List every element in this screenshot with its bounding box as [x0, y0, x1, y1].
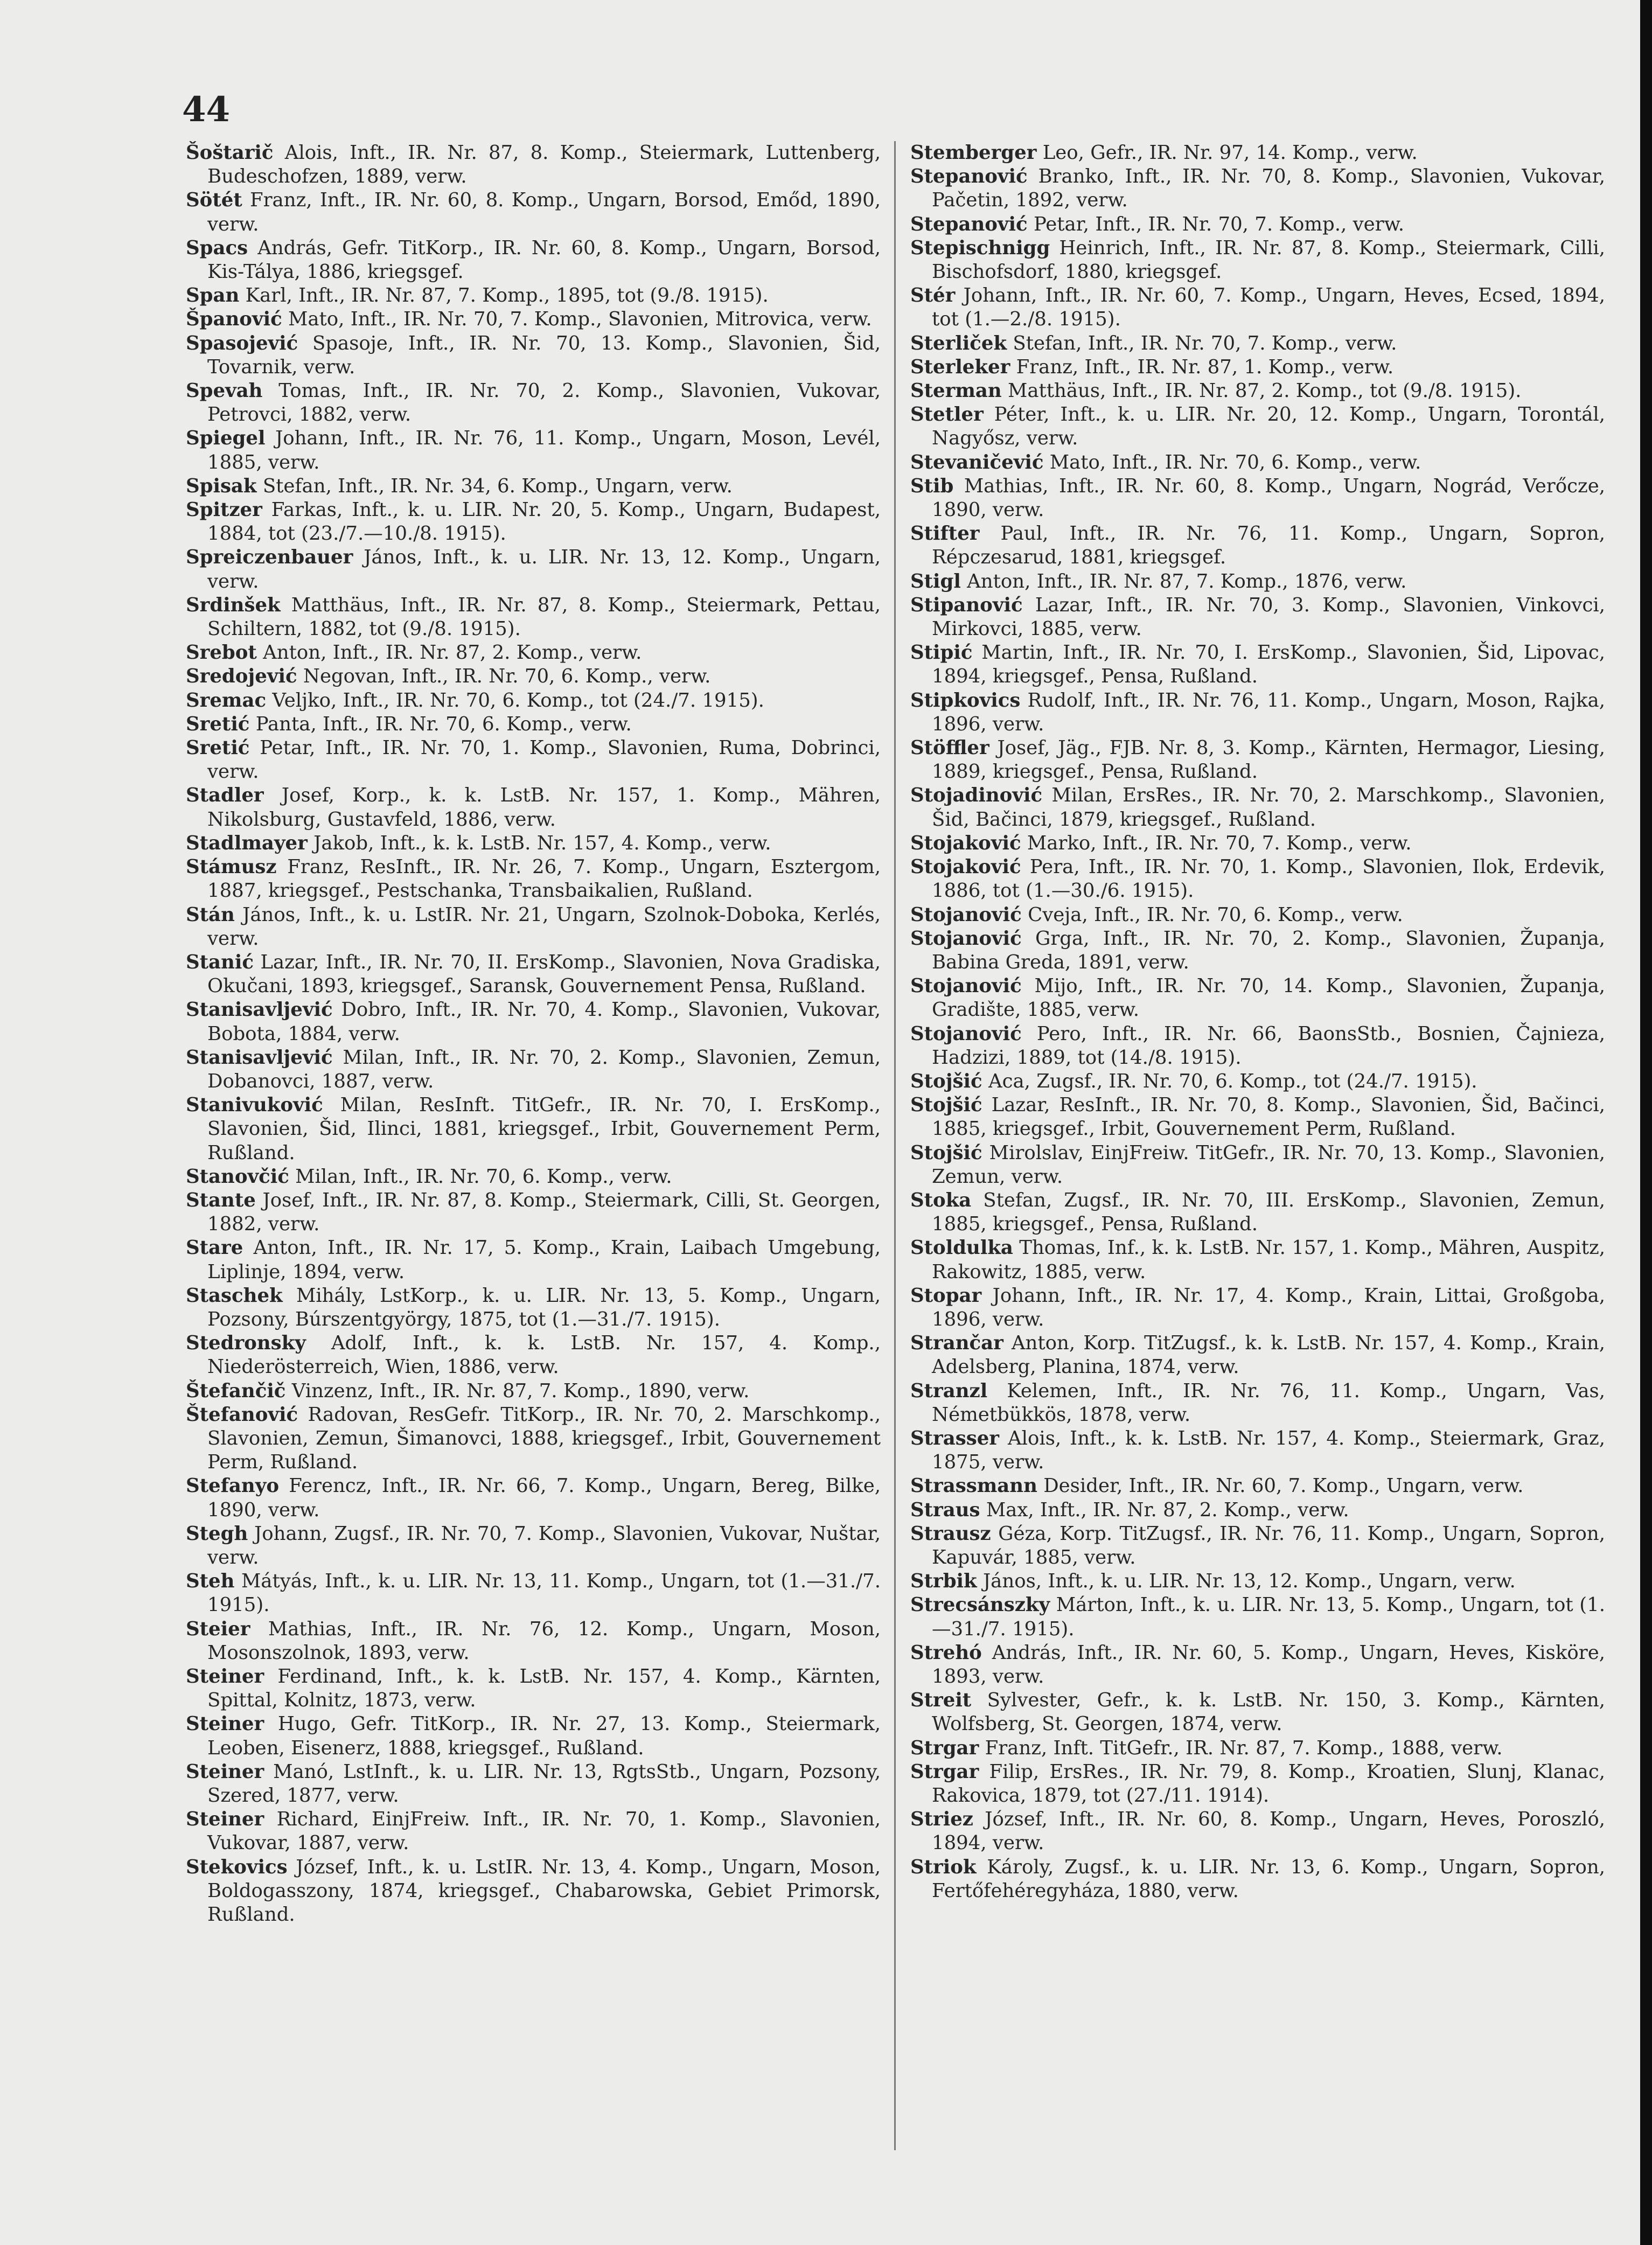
entry-surname: Stare	[186, 1237, 243, 1259]
entry-surname: Spreiczenbauer	[186, 546, 353, 569]
entry-details: Géza, Korp. TitZugsf., IR. Nr. 76, 11. Komp., Ungarn, Sopron, Kapuvár, 1885, verw.	[932, 1522, 1605, 1568]
entry-surname: Šoštarič	[186, 142, 274, 164]
entry-surname: Stekovics	[186, 1856, 288, 1878]
entry-details: Panta, Inft., IR. Nr. 70, 6. Komp., verw.	[249, 713, 632, 735]
entry	[186, 1284, 881, 1331]
entry-surname: Spitzer	[186, 499, 262, 521]
entry-surname: Stojšić	[910, 1141, 982, 1164]
entry-details: János, Inft., k. u. LIR. Nr. 13, 12. Komp., Ungarn, verw.	[977, 1570, 1516, 1593]
entry	[910, 927, 1605, 974]
entry-details: Branko, Inft., IR. Nr. 70, 8. Komp., Slavonien, Vukovar, Pačetin, 1892, verw.	[932, 165, 1605, 212]
entry-details: Paul, Inft., IR. Nr. 76, 11. Komp., Ungarn, Sopron, Répczesarud, 1881, kriegsgef.	[932, 522, 1605, 569]
entry	[910, 974, 1605, 1022]
entry	[910, 165, 1605, 212]
entry	[910, 1808, 1605, 1855]
entry	[910, 379, 1605, 403]
entry-surname: Strančar	[910, 1332, 1003, 1355]
entry-details: Milan, Inft., IR. Nr. 70, 6. Komp., verw.	[289, 1165, 672, 1188]
entry	[910, 141, 1605, 165]
entry-details: Stefan, Inft., IR. Nr. 70, 7. Komp., verw.	[1007, 332, 1397, 354]
entry	[910, 1570, 1605, 1593]
entry-surname: Sretić	[186, 713, 250, 735]
entry-surname: Stigl	[910, 570, 961, 592]
entry	[910, 475, 1605, 522]
entry-surname: Stojšić	[910, 1094, 982, 1117]
entry	[910, 1522, 1605, 1570]
entry-details: Dobro, Inft., IR. Nr. 70, 4. Komp., Slavonien, Vukovar, Bobota, 1884, verw.	[207, 999, 881, 1045]
entry	[186, 641, 881, 665]
entry-details: Alois, Inft., k. k. LstB. Nr. 157, 4. Komp., Steiermark, Graz, 1875, verw.	[932, 1427, 1605, 1474]
entry-details: János, Inft., k. u. LstIR. Nr. 21, Ungarn, Szolnok-Doboka, Kerlés, verw.	[207, 903, 881, 950]
entry-surname: Stepischnigg	[910, 236, 1050, 259]
entry-details: Josef, Korp., k. k. LstB. Nr. 157, 1. Komp., Mähren, Nikolsburg, Gustavfeld, 1886, verw.	[207, 784, 881, 831]
entry	[910, 855, 1605, 903]
entry-details: Márton, Inft., k. u. LIR. Nr. 13, 5. Komp., Ungarn, tot (1.—31./7. 1915).	[932, 1594, 1605, 1640]
entry-details: József, Inft., IR. Nr. 60, 8. Komp., Ungarn, Heves, Poroszló, 1894, verw.	[932, 1808, 1605, 1854]
entry	[186, 332, 881, 379]
entry-details: Ferencz, Inft., IR. Nr. 66, 7. Komp., Ungarn, Bereg, Bilke, 1890, verw.	[207, 1475, 881, 1521]
entry	[910, 1689, 1605, 1736]
entry-details: Jakob, Inft., k. k. LstB. Nr. 157, 4. Komp., verw.	[307, 832, 771, 854]
entry-details: Matthäus, Inft., IR. Nr. 87, 2. Komp., tot (9./8. 1915).	[1001, 380, 1522, 402]
entry	[186, 1760, 881, 1808]
entry-details: Milan, ResInft. TitGefr., IR. Nr. 70, I. ErsKomp., Slavonien, Šid, Ilinci, 1881, kriegsgef., Irbit, Gouvernement Perm, Rußland.	[207, 1094, 881, 1164]
entry-surname: Stojanović	[910, 903, 1022, 926]
entry-details: Farkas, Inft., k. u. LIR. Nr. 20, 5. Komp., Ungarn, Budapest, 1884, tot (23./7.—10./8. 1915).	[207, 499, 881, 545]
entry	[910, 689, 1605, 736]
entry-surname: Stanisavljević	[186, 999, 333, 1021]
entry-surname: Strecsánszky	[910, 1594, 1050, 1616]
entry-surname: Stojaković	[910, 856, 1021, 879]
entry-surname: Stefanyo	[186, 1475, 280, 1497]
entry-surname: Strbik	[910, 1570, 977, 1593]
entry-details: János, Inft., k. u. LIR. Nr. 13, 12. Komp., Ungarn, verw.	[207, 546, 881, 592]
entry-surname: Steiner	[186, 1760, 264, 1783]
entry-details: Thomas, Inf., k. k. LstB. Nr. 157, 1. Komp., Mähren, Auspitz, Rakowitz, 1885, verw.	[932, 1237, 1605, 1283]
entry-surname: Stojanović	[910, 1022, 1022, 1045]
entry-details: Ferdinand, Inft., k. k. LstB. Nr. 157, 4. Komp., Kärnten, Spittal, Kolnitz, 1873, verw.	[207, 1665, 881, 1712]
entry	[186, 1665, 881, 1712]
entry	[186, 1379, 881, 1403]
entry	[910, 1331, 1605, 1379]
entry-details: Martin, Inft., IR. Nr. 70, I. ErsKomp., Slavonien, Šid, Lipovac, 1894, kriegsgef., Pensa, Rußland.	[932, 642, 1605, 688]
entry-surname: Stér	[910, 284, 956, 307]
entry	[910, 332, 1605, 355]
entry	[910, 355, 1605, 379]
entry	[186, 427, 881, 474]
entry-surname: Stán	[186, 903, 235, 926]
entry-surname: Spisak	[186, 475, 257, 497]
entry-details: Mato, Inft., IR. Nr. 70, 6. Komp., verw.	[1043, 451, 1421, 473]
entry-surname: Sterliček	[910, 332, 1007, 354]
entry-surname: Stib	[910, 475, 954, 497]
entry-details: Mathias, Inft., IR. Nr. 76, 12. Komp., Ungarn, Moson, Mosonszolnok, 1893, verw.	[207, 1617, 881, 1664]
entry	[910, 736, 1605, 784]
entry-surname: Strausz	[910, 1522, 991, 1545]
entry	[186, 1165, 881, 1189]
entry-surname: Stojadinović	[910, 784, 1043, 807]
entry	[186, 1856, 881, 1927]
entry-details: Stefan, Zugsf., IR. Nr. 70, III. ErsKomp., Slavonien, Zemun, 1885, kriegsgef., Pensa, Rußland.	[932, 1189, 1605, 1236]
column-divider	[894, 141, 896, 2150]
entry	[186, 1189, 881, 1236]
entry-details: Mato, Inft., IR. Nr. 70, 7. Komp., Slavonien, Mitrovica, verw.	[282, 308, 872, 331]
entry-surname: Steh	[186, 1570, 235, 1593]
entry-details: Josef, Jäg., FJB. Nr. 8, 3. Komp., Kärnten, Hermagor, Liesing, 1889, kriegsgef., Pensa, Rußland.	[932, 737, 1605, 783]
entry	[910, 1236, 1605, 1284]
entry	[186, 284, 881, 308]
entry-details: Matthäus, Inft., IR. Nr. 87, 8. Komp., Steiermark, Pettau, Schiltern, 1882, tot (9./8. 1915).	[207, 594, 881, 640]
entry-details: Petar, Inft., IR. Nr. 70, 7. Komp., verw.	[1027, 213, 1405, 235]
entry-details: Anton, Inft., IR. Nr. 87, 2. Komp., verw.	[256, 642, 642, 664]
entry-surname: Steiner	[186, 1808, 264, 1831]
entry-details: Vinzenz, Inft., IR. Nr. 87, 7. Komp., 1890, verw.	[285, 1379, 750, 1402]
entry-surname: Stoka	[910, 1189, 972, 1211]
entry	[186, 832, 881, 855]
entry-surname: Strehó	[910, 1641, 982, 1664]
entry-surname: Streit	[910, 1689, 972, 1712]
entry-details: Johann, Inft., IR. Nr. 76, 11. Komp., Ungarn, Moson, Levél, 1885, verw.	[207, 427, 881, 473]
entry-details: Alois, Inft., IR. Nr. 87, 8. Komp., Steiermark, Luttenberg, Budeschofzen, 1889, verw.	[207, 142, 881, 188]
entry-surname: Span	[186, 284, 240, 307]
entry-surname: Sredojević	[186, 665, 297, 688]
entry-details: Richard, EinjFreiw. Inft., IR. Nr. 70, 1. Komp., Slavonien, Vukovar, 1887, verw.	[207, 1808, 881, 1854]
entry	[910, 213, 1605, 236]
entry-surname: Stemberger	[910, 142, 1037, 164]
entry-surname: Stanić	[186, 951, 254, 973]
entry-surname: Steiner	[186, 1713, 264, 1735]
entry-surname: Spiegel	[186, 427, 266, 450]
entry-details: Cveja, Inft., IR. Nr. 70, 6. Komp., verw.	[1021, 903, 1403, 926]
entry	[910, 1641, 1605, 1689]
entry-details: Anton, Inft., IR. Nr. 17, 5. Komp., Krain, Laibach Umgebung, Liplinje, 1894, verw.	[207, 1237, 881, 1283]
entry-details: Mathias, Inft., IR. Nr. 60, 8. Komp., Ungarn, Nográd, Verőcze, 1890, verw.	[932, 475, 1605, 521]
entry	[186, 236, 881, 284]
entry-surname: Stepanović	[910, 165, 1028, 188]
entry	[910, 594, 1605, 641]
entry-surname: Stante	[186, 1189, 256, 1211]
entry-surname: Strassmann	[910, 1475, 1037, 1497]
entry	[186, 1093, 881, 1165]
entry	[910, 641, 1605, 688]
entry-surname: Srdinšek	[186, 594, 281, 616]
entry	[186, 1712, 881, 1760]
entry	[910, 451, 1605, 475]
entry	[910, 1022, 1605, 1070]
entry-details: Manó, LstInft., k. u. LIR. Nr. 13, RgtsStb., Ungarn, Pozsony, Szered, 1877, verw.	[207, 1760, 881, 1807]
entry	[186, 308, 881, 331]
entry-details: Mátyás, Inft., k. u. LIR. Nr. 13, 11. Komp., Ungarn, tot (1.—31./7. 1915).	[207, 1570, 881, 1616]
entry-surname: Stojšić	[910, 1070, 982, 1092]
entry	[910, 784, 1605, 831]
entry-surname: Steiner	[186, 1665, 264, 1688]
entry-details: Lazar, Inft., IR. Nr. 70, 3. Komp., Slavonien, Vinkovci, Mirkovci, 1885, verw.	[932, 594, 1605, 640]
entry-surname: Spacs	[186, 236, 248, 259]
entry-details: Franz, Inft. TitGefr., IR. Nr. 87, 7. Komp., 1888, verw.	[979, 1737, 1503, 1759]
entry	[186, 1236, 881, 1284]
entry-surname: Španović	[186, 308, 282, 331]
entry	[910, 903, 1605, 927]
entry	[910, 1093, 1605, 1141]
entry-surname: Stopar	[910, 1284, 982, 1307]
entry	[186, 594, 881, 641]
entry-details: Mijo, Inft., IR. Nr. 70, 14. Komp., Slavonien, Županja, Gradište, 1885, verw.	[932, 975, 1605, 1021]
entry	[186, 784, 881, 831]
entry-details: Mihály, LstKorp., k. u. LIR. Nr. 13, 5. Komp., Ungarn, Pozsony, Búrszentgyörgy, 1875, tot (1.—31./7. 1915).	[207, 1284, 881, 1330]
entry	[186, 736, 881, 784]
entry-details: Johann, Inft., IR. Nr. 17, 4. Komp., Krain, Littai, Großgoba, 1896, verw.	[932, 1284, 1605, 1330]
entry	[910, 1737, 1605, 1760]
entry	[186, 665, 881, 688]
entry-surname: Steier	[186, 1617, 250, 1640]
entry	[186, 713, 881, 736]
entry-surname: Stanivuković	[186, 1094, 323, 1117]
entry-details: Pero, Inft., IR. Nr. 66, BaonsStb., Bosnien, Čajnieza, Hadzizi, 1889, tot (14./8. 1915).	[932, 1022, 1605, 1069]
entry-details: Josef, Inft., IR. Nr. 87, 8. Komp., Steiermark, Cilli, St. Georgen, 1882, verw.	[207, 1189, 881, 1236]
entry	[910, 1760, 1605, 1808]
entry	[910, 522, 1605, 569]
entry	[186, 689, 881, 713]
entry-details: Lazar, ResInft., IR. Nr. 70, 8. Komp., Slavonien, Šid, Bačinci, 1885, kriegsgef., Irbit, Gouvernement Perm, Rußland.	[932, 1094, 1605, 1140]
entry-details: Petar, Inft., IR. Nr. 70, 1. Komp., Slavonien, Ruma, Dobrinci, verw.	[207, 737, 881, 783]
entry	[186, 1617, 881, 1665]
entry-surname: Straus	[910, 1498, 980, 1521]
entry-details: András, Gefr. TitKorp., IR. Nr. 60, 8. Komp., Ungarn, Borsod, Kis-Tálya, 1886, kriegsgef.	[207, 236, 881, 283]
entry	[910, 570, 1605, 594]
entry	[910, 284, 1605, 331]
entry-details: József, Inft., k. u. LstIR. Nr. 13, 4. Komp., Ungarn, Moson, Boldogasszony, 1874, kriegsgef., Chabarowska, Gebiet Primorsk, Rußland.	[207, 1856, 881, 1926]
entry	[186, 855, 881, 903]
entry	[910, 1070, 1605, 1093]
entry	[186, 1046, 881, 1093]
entry-details: Leo, Gefr., IR. Nr. 97, 14. Komp., verw.	[1036, 142, 1418, 164]
entry	[910, 1189, 1605, 1236]
entry-surname: Štefanović	[186, 1403, 298, 1426]
entry	[910, 832, 1605, 855]
entry	[186, 1522, 881, 1570]
entry	[910, 1856, 1605, 1903]
page-number: 44	[182, 89, 231, 130]
entry	[186, 903, 881, 951]
entry	[910, 1498, 1605, 1522]
entry-surname: Stadler	[186, 784, 264, 807]
entry-surname: Sötét	[186, 189, 242, 212]
entry-surname: Sterleker	[910, 355, 1010, 378]
entry-surname: Strgar	[910, 1737, 979, 1759]
entry-details: Lazar, Inft., IR. Nr. 70, II. ErsKomp., Slavonien, Nova Gradiska, Okučani, 1893, kriegsgef., Saransk, Gouvernement Pensa, Rußland.	[207, 951, 881, 998]
entry-surname: Srebot	[186, 642, 257, 664]
entry-details: Kelemen, Inft., IR. Nr. 76, 11. Komp., Ungarn, Vas, Németbükkös, 1878, verw.	[932, 1379, 1605, 1426]
entry-details: Franz, Inft., IR. Nr. 87, 1. Komp., verw.	[1010, 355, 1394, 378]
entry-details: Radovan, ResGefr. TitKorp., IR. Nr. 70, 2. Marschkomp., Slavonien, Zemun, Šimanovci, 1888, kriegsgef., Irbit, Gouvernement Perm, Rußland.	[207, 1403, 881, 1474]
entry-surname: Sterman	[910, 380, 1002, 402]
left-column	[186, 141, 881, 1927]
entry-surname: Stojaković	[910, 832, 1021, 854]
entry-surname: Stámusz	[186, 856, 277, 879]
entry-details: Pera, Inft., IR. Nr. 70, 1. Komp., Slavonien, Ilok, Erdevik, 1886, tot (1.—30./6. 1915).	[932, 856, 1605, 902]
entry-details: Spasoje, Inft., IR. Nr. 70, 13. Komp., Slavonien, Šid, Tovarnik, verw.	[207, 332, 881, 378]
entry-details: Max, Inft., IR. Nr. 87, 2. Komp., verw.	[980, 1498, 1349, 1521]
entry	[186, 1331, 881, 1379]
entry-details: Franz, Inft., IR. Nr. 60, 8. Komp., Ungarn, Borsod, Emőd, 1890, verw.	[207, 189, 881, 235]
entry-surname: Strgar	[910, 1760, 979, 1783]
entry-details: Milan, Inft., IR. Nr. 70, 2. Komp., Slavonien, Zemun, Dobanovci, 1887, verw.	[207, 1046, 881, 1092]
entry-details: Johann, Zugsf., IR. Nr. 70, 7. Komp., Slavonien, Vukovar, Nuštar, verw.	[207, 1522, 881, 1568]
entry-surname: Stanovčić	[186, 1165, 289, 1188]
entry-details: Aca, Zugsf., IR. Nr. 70, 6. Komp., tot (24./7. 1915).	[982, 1070, 1477, 1092]
entry	[186, 498, 881, 546]
entry	[186, 141, 881, 189]
entry-surname: Stifter	[910, 522, 980, 545]
entry-details: András, Inft., IR. Nr. 60, 5. Komp., Ungarn, Heves, Kisköre, 1893, verw.	[932, 1641, 1605, 1688]
entry	[186, 379, 881, 427]
entry-details: Negovan, Inft., IR. Nr. 70, 6. Komp., verw.	[297, 665, 711, 688]
entry	[186, 189, 881, 236]
entry-details: Heinrich, Inft., IR. Nr. 87, 8. Komp., Steiermark, Cilli, Bischofsdorf, 1880, kriegsgef.	[932, 236, 1605, 283]
entry	[186, 1474, 881, 1522]
right-column	[910, 141, 1605, 1903]
scan-border	[1640, 0, 1652, 2245]
entry-details: Karl, Inft., IR. Nr. 87, 7. Komp., 1895, tot (9./8. 1915).	[239, 284, 769, 307]
entry	[910, 1474, 1605, 1498]
entry-surname: Štefančič	[186, 1379, 286, 1402]
entry-details: Johann, Inft., IR. Nr. 60, 7. Komp., Ungarn, Heves, Ecsed, 1894, tot (1.—2./8. 1915).	[932, 284, 1605, 331]
entry-details: Franz, ResInft., IR. Nr. 26, 7. Komp., Ungarn, Esztergom, 1887, kriegsgef., Pestschanka, Transbaikalien, Rußland.	[207, 856, 881, 902]
entry-surname: Stedronsky	[186, 1332, 306, 1355]
entry	[910, 1284, 1605, 1331]
entry	[186, 998, 881, 1045]
entry-surname: Stipić	[910, 642, 973, 664]
entry-surname: Stadlmayer	[186, 832, 308, 854]
entry-surname: Striez	[910, 1808, 973, 1831]
entry-details: Stefan, Inft., IR. Nr. 34, 6. Komp., Ungarn, verw.	[256, 475, 733, 497]
entry-details: Anton, Inft., IR. Nr. 87, 7. Komp., 1876, verw.	[960, 570, 1407, 592]
entry-surname: Stoldulka	[910, 1237, 1013, 1259]
entry	[186, 546, 881, 593]
entry-details: Milan, ErsRes., IR. Nr. 70, 2. Marschkomp., Slavonien, Šid, Bačinci, 1879, kriegsgef., Rußland.	[932, 784, 1605, 831]
entry-surname: Stevaničević	[910, 451, 1044, 473]
entry-details: Károly, Zugsf., k. u. LIR. Nr. 13, 6. Komp., Ungarn, Sopron, Fertőfehéregyháza, 1880, verw.	[932, 1856, 1605, 1902]
entry-surname: Staschek	[186, 1284, 283, 1307]
entry	[910, 1141, 1605, 1189]
entry-surname: Stojanović	[910, 975, 1022, 998]
entry-surname: Strasser	[910, 1427, 1000, 1449]
entry-details: Hugo, Gefr. TitKorp., IR. Nr. 27, 13. Komp., Steiermark, Leoben, Eisenerz, 1888, kriegsgef., Rußland.	[207, 1713, 881, 1759]
entry	[186, 1808, 881, 1855]
entry-details: Rudolf, Inft., IR. Nr. 76, 11. Komp., Ungarn, Moson, Rajka, 1896, verw.	[932, 689, 1605, 735]
entry-details: Veljko, Inft., IR. Nr. 70, 6. Komp., tot (24./7. 1915).	[266, 689, 764, 712]
entry-surname: Stojanović	[910, 927, 1022, 950]
entry-details: Anton, Korp. TitZugsf., k. k. LstB. Nr. 157, 4. Komp., Krain, Adelsberg, Planina, 1874, verw.	[932, 1332, 1605, 1378]
entry-surname: Stegh	[186, 1522, 248, 1545]
entry-surname: Spasojević	[186, 332, 298, 354]
entry-details: Mirolslav, EinjFreiw. TitGefr., IR. Nr. 70, 13. Komp., Slavonien, Zemun, verw.	[932, 1141, 1605, 1188]
entry-surname: Stranzl	[910, 1379, 988, 1402]
entry	[910, 1427, 1605, 1474]
entry-details: Grga, Inft., IR. Nr. 70, 2. Komp., Slavonien, Županja, Babina Greda, 1891, verw.	[932, 927, 1605, 973]
entry-details: Filip, ErsRes., IR. Nr. 79, 8. Komp., Kroatien, Slunj, Klanac, Rakovica, 1879, tot (27./11. 1914).	[932, 1760, 1605, 1807]
entry-surname: Stetler	[910, 403, 984, 426]
entry-surname: Sretić	[186, 737, 250, 759]
entry-surname: Stepanović	[910, 213, 1028, 235]
entry-surname: Sremac	[186, 689, 267, 712]
entry-surname: Spevah	[186, 380, 263, 402]
entry	[186, 1570, 881, 1617]
entry-surname: Stanisavljević	[186, 1046, 333, 1069]
entry-surname: Stöffler	[910, 737, 989, 759]
entry-details: Péter, Inft., k. u. LIR. Nr. 20, 12. Komp., Ungarn, Torontál, Nagyősz, verw.	[932, 403, 1605, 450]
entry-surname: Stipkovics	[910, 689, 1021, 712]
entry	[186, 475, 881, 498]
entry-details: Tomas, Inft., IR. Nr. 70, 2. Komp., Slavonien, Vukovar, Petrovci, 1882, verw.	[207, 380, 881, 426]
entry	[186, 951, 881, 998]
entry-details: Sylvester, Gefr., k. k. LstB. Nr. 150, 3. Komp., Kärnten, Wolfsberg, St. Georgen, 1874, verw.	[932, 1689, 1605, 1735]
entry	[186, 1403, 881, 1475]
entry	[910, 403, 1605, 450]
entry-details: Desider, Inft., IR. Nr. 60, 7. Komp., Ungarn, verw.	[1037, 1475, 1524, 1497]
entry-details: Adolf, Inft., k. k. LstB. Nr. 157, 4. Komp., Niederösterreich, Wien, 1886, verw.	[207, 1332, 881, 1378]
entry	[910, 1379, 1605, 1427]
entry-surname: Striok	[910, 1856, 977, 1878]
entry	[910, 236, 1605, 284]
entry-surname: Stipanović	[910, 594, 1023, 616]
entry	[910, 1593, 1605, 1641]
entry-details: Marko, Inft., IR. Nr. 70, 7. Komp., verw.	[1021, 832, 1412, 854]
